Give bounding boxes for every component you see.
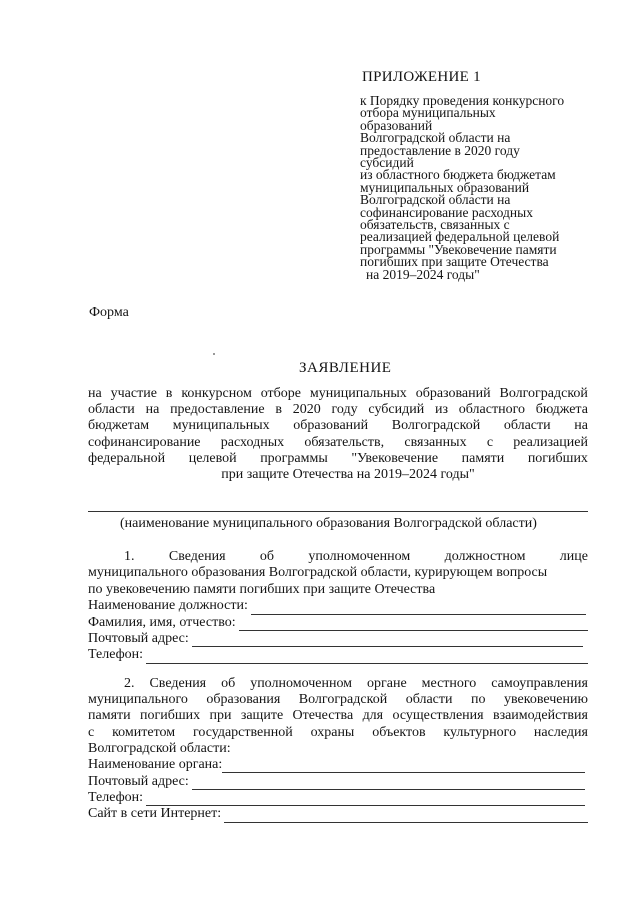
word: увековечению: [504, 692, 588, 708]
word: участие: [110, 386, 157, 401]
word: осуществления: [392, 708, 484, 724]
section-1-line: муниципального образования Волгоградской области, курирующем вопросы: [88, 565, 548, 581]
word: федеральной: [88, 450, 166, 466]
section-2-heading-line: [88, 676, 588, 692]
appendix-line: из областного бюджета бюджетам: [360, 167, 556, 183]
word: с: [486, 434, 494, 450]
word: 2020: [292, 402, 321, 418]
appendix-title: ПРИЛОЖЕНИЕ 1: [362, 69, 481, 85]
organ-phone-label: Телефон:: [88, 789, 144, 805]
appendix-line: погибших при защите Отечества: [360, 254, 549, 270]
appendix-line: субсидий: [360, 155, 414, 171]
word: в: [165, 386, 173, 401]
organ-phone-input-line[interactable]: [146, 793, 585, 806]
word: самоуправления: [491, 676, 588, 691]
organ-postal-address-input-line[interactable]: [192, 777, 585, 790]
word: бюджетам: [88, 418, 150, 434]
full-name-field: [88, 615, 588, 631]
word: об: [221, 676, 236, 691]
word: на: [574, 418, 588, 434]
word: бюджета: [535, 402, 588, 418]
section-2: [88, 676, 588, 823]
phone-field: [88, 647, 588, 663]
word: государственной: [192, 724, 293, 740]
organ-postal-address-field: [88, 773, 585, 789]
intro-line: [88, 418, 588, 434]
appendix-line: Волгоградской области на: [360, 130, 511, 146]
appendix-reference: [360, 95, 600, 281]
word: охраны: [310, 724, 355, 740]
appendix-line: предоставление в 2020 году: [360, 142, 520, 158]
word: уполномоченном: [250, 676, 353, 691]
word: Сведения: [168, 549, 226, 564]
website-field: [88, 806, 588, 822]
word: защите: [240, 708, 284, 724]
intro-line: [88, 435, 588, 451]
word: муниципального: [88, 692, 188, 708]
word: комитетом: [112, 724, 176, 740]
word: Отечества: [292, 708, 354, 724]
word: расходных: [220, 434, 285, 450]
word: погибших: [139, 708, 201, 724]
intro-paragraph: [88, 386, 588, 483]
appendix-line: софинансирование расходных: [360, 204, 533, 220]
word: в: [275, 402, 282, 418]
word: муниципальных: [309, 386, 407, 401]
word: наследия: [533, 724, 588, 740]
section-1-line: по увековечению памяти погибших при защите Отечества: [88, 581, 436, 597]
position-input-line[interactable]: [251, 602, 586, 615]
postal-address-field: [88, 631, 583, 647]
word: с: [88, 724, 95, 740]
intro-line: при защите Отечества на 2019–2024 годы": [221, 467, 475, 483]
appendix-line: обязательств, связанных с: [360, 217, 510, 233]
word: области: [503, 418, 551, 434]
intro-line: [88, 386, 588, 402]
website-label: Сайт в сети Интернет:: [88, 806, 222, 822]
word: Волгоградской: [499, 386, 588, 401]
word: 2.: [124, 676, 135, 691]
phone-label: Телефон:: [88, 647, 144, 663]
organ-phone-field: [88, 790, 585, 806]
word: году: [331, 402, 358, 418]
word: связанных: [404, 434, 467, 450]
position-label: Наименование должности:: [88, 598, 248, 614]
postal-address-input-line[interactable]: [192, 634, 583, 647]
word: целевой: [188, 450, 237, 466]
appendix-line: образований: [360, 117, 433, 133]
word: муниципальных: [172, 418, 270, 434]
appendix-line: на 2019–2024 годы": [366, 266, 480, 282]
section-2-line: Волгоградской области:: [88, 740, 231, 756]
intro-line: [88, 451, 588, 467]
full-name-label: Фамилия, имя, отчество:: [88, 614, 236, 630]
municipality-caption: (наименование муниципального образования Волгоградской области): [120, 516, 537, 531]
word: конкурсном: [181, 386, 252, 401]
section-2-line: [88, 725, 588, 741]
word: области: [88, 402, 135, 418]
word: объектов: [372, 724, 426, 740]
appendix-line: Волгоградской области на: [360, 192, 511, 208]
word: "Увековечение: [351, 450, 439, 466]
appendix-line: муниципальных образований: [360, 179, 530, 195]
website-input-line[interactable]: [224, 810, 588, 823]
section-2-line: [88, 708, 588, 724]
word: на: [88, 386, 102, 401]
document-heading: ЗАЯВЛЕНИЕ: [299, 360, 392, 376]
municipality-name-line[interactable]: [88, 511, 588, 512]
intro-line: [88, 402, 588, 418]
word: образований: [293, 418, 369, 434]
section-1: [88, 549, 588, 664]
word: Волгоградской: [298, 692, 388, 708]
word: должностном: [444, 549, 526, 564]
word: обязательств,: [304, 434, 385, 450]
organ-name-input-line[interactable]: [222, 760, 585, 773]
word: из: [434, 402, 448, 418]
organ-name-label: Наименование органа:: [88, 757, 223, 773]
word: уполномоченном: [308, 549, 411, 564]
word: памяти: [461, 450, 505, 466]
full-name-input-line[interactable]: [239, 618, 588, 631]
appendix-line: отбора муниципальных: [360, 105, 496, 121]
position-field: [88, 598, 586, 614]
appendix-line: реализацией федеральной целевой: [360, 229, 560, 245]
section-2-line: [88, 692, 588, 708]
word: памяти: [88, 708, 131, 724]
word: органе: [367, 676, 407, 691]
word: реализацией: [513, 434, 588, 450]
word: предоставление: [170, 402, 265, 418]
word: на: [145, 402, 160, 418]
appendix-line: к Порядку проведения конкурсного: [360, 93, 565, 108]
appendix-line: программы "Увековечение памяти: [360, 241, 557, 257]
word: областного: [458, 402, 525, 418]
word: местного: [421, 676, 477, 691]
phone-input-line[interactable]: [146, 651, 588, 664]
word: по: [471, 692, 486, 708]
word: лице: [559, 549, 588, 564]
form-label: Форма: [89, 305, 129, 320]
section-1-heading-line: [88, 549, 588, 565]
word: образования: [206, 692, 281, 708]
word: при: [209, 708, 232, 724]
word: 1.: [124, 549, 135, 564]
word: субсидий: [368, 402, 425, 418]
word: культурного: [443, 724, 517, 740]
word: погибших: [527, 450, 588, 466]
word: софинансирование: [88, 434, 201, 450]
organ-postal-address-label: Почтовый адрес:: [88, 773, 189, 789]
word: об: [259, 549, 274, 564]
scan-speck: [213, 353, 215, 355]
word: области: [405, 692, 453, 708]
word: взаимодействия: [492, 708, 588, 724]
word: Сведения: [149, 676, 207, 691]
postal-address-label: Почтовый адрес:: [88, 630, 189, 646]
word: программы: [260, 450, 328, 466]
organ-name-field: [88, 757, 585, 773]
word: Волгоградской: [391, 418, 481, 434]
word: отборе: [260, 386, 301, 401]
word: для: [362, 708, 384, 724]
word: образований: [415, 386, 491, 401]
